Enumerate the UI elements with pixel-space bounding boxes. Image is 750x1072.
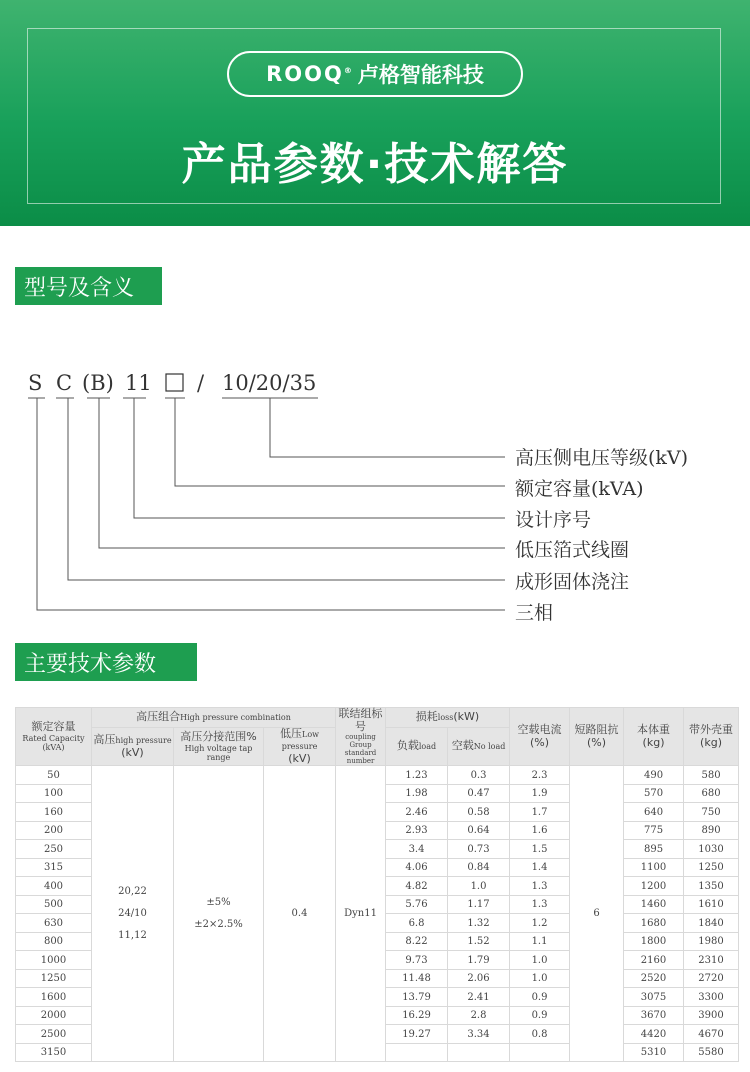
cell-shell-weight: 2310 xyxy=(684,951,739,970)
cell-noload-current: 1.6 xyxy=(510,821,570,840)
cell-load-loss: 2.93 xyxy=(386,821,448,840)
cell-load-loss: 4.06 xyxy=(386,858,448,877)
cell-shell-weight: 1030 xyxy=(684,840,739,859)
cell-noload-loss: 2.06 xyxy=(448,969,510,988)
cell-load-loss: 11.48 xyxy=(386,969,448,988)
meaning-rated-capacity: 额定容量(kVA) xyxy=(515,478,644,500)
cell-capacity: 800 xyxy=(16,932,92,951)
cell-load-loss: 9.73 xyxy=(386,951,448,970)
cell-shell-weight: 1840 xyxy=(684,914,739,933)
cell-capacity: 1600 xyxy=(16,988,92,1007)
cell-tap-merged: ±5% ±2×2.5% xyxy=(174,766,264,1062)
cell-noload-loss: 0.58 xyxy=(448,803,510,822)
col-noload-current: 空载电流 (%) xyxy=(510,708,570,766)
cell-weight: 2520 xyxy=(624,969,684,988)
cell-noload-loss: 0.3 xyxy=(448,766,510,785)
cell-shell-weight: 680 xyxy=(684,784,739,803)
cell-noload-current: 1.0 xyxy=(510,969,570,988)
cell-noload-loss: 1.0 xyxy=(448,877,510,896)
section-params-heading: 主要技术参数 xyxy=(15,643,197,681)
cell-capacity: 630 xyxy=(16,914,92,933)
meaning-solid-cast: 成形固体浇注 xyxy=(515,571,630,593)
brand-pill xyxy=(227,51,523,97)
cell-noload-current: 1.3 xyxy=(510,877,570,896)
company-name: 卢格智能科技 xyxy=(357,63,484,87)
cell-load-loss: 6.8 xyxy=(386,914,448,933)
cell-noload-current: 0.9 xyxy=(510,1006,570,1025)
cell-weight: 895 xyxy=(624,840,684,859)
cell-noload-current: 0.9 xyxy=(510,988,570,1007)
code-part-slash: / xyxy=(197,371,205,395)
meaning-design-number: 设计序号 xyxy=(515,509,592,531)
cell-noload-loss: 2.8 xyxy=(448,1006,510,1025)
cell-shell-weight: 3300 xyxy=(684,988,739,1007)
cell-capacity: 2500 xyxy=(16,1025,92,1044)
cell-shell-weight: 5580 xyxy=(684,1043,739,1062)
cell-noload-loss: 1.17 xyxy=(448,895,510,914)
cell-noload-current: 1.0 xyxy=(510,951,570,970)
col-weight: 本体重 (kg) xyxy=(624,708,684,766)
cell-noload-current: 1.5 xyxy=(510,840,570,859)
cell-load-loss: 16.29 xyxy=(386,1006,448,1025)
cell-load-loss: 19.27 xyxy=(386,1025,448,1044)
cell-noload-loss: 1.79 xyxy=(448,951,510,970)
cell-weight: 4420 xyxy=(624,1025,684,1044)
code-part-11: 11 xyxy=(125,371,152,395)
col-capacity: 额定容量 Rated Capacity (kVA) xyxy=(16,708,92,766)
cell-noload-loss: 1.32 xyxy=(448,914,510,933)
cell-noload-loss: 0.64 xyxy=(448,821,510,840)
spec-table xyxy=(15,707,739,1062)
cell-weight: 775 xyxy=(624,821,684,840)
cell-noload-loss: 0.84 xyxy=(448,858,510,877)
section-model-heading: 型号及含义 xyxy=(15,267,162,305)
cell-shell-weight: 580 xyxy=(684,766,739,785)
cell-noload-current: 1.4 xyxy=(510,858,570,877)
cell-weight: 640 xyxy=(624,803,684,822)
cell-noload-current: 1.9 xyxy=(510,784,570,803)
meaning-three-phase: 三相 xyxy=(515,602,554,624)
cell-capacity: 315 xyxy=(16,858,92,877)
cell-hv-merged: 20,22 24/10 11,12 xyxy=(92,766,174,1062)
cell-noload-loss: 0.47 xyxy=(448,784,510,803)
cell-shell-weight: 1250 xyxy=(684,858,739,877)
cell-shell-weight: 1350 xyxy=(684,877,739,896)
cell-shell-weight: 890 xyxy=(684,821,739,840)
cell-capacity: 1000 xyxy=(16,951,92,970)
cell-capacity: 1250 xyxy=(16,969,92,988)
cell-noload-loss xyxy=(448,1043,510,1062)
cell-weight: 5310 xyxy=(624,1043,684,1062)
code-part-s: S xyxy=(28,371,43,395)
cell-weight: 570 xyxy=(624,784,684,803)
cell-load-loss: 3.4 xyxy=(386,840,448,859)
cell-load-loss: 1.98 xyxy=(386,784,448,803)
header-banner xyxy=(0,0,750,226)
cell-capacity: 100 xyxy=(16,784,92,803)
cell-weight: 1200 xyxy=(624,877,684,896)
meaning-hv-level: 高压侧电压等级(kV) xyxy=(515,447,689,469)
cell-capacity: 500 xyxy=(16,895,92,914)
col-coupling: 联结组标号 coupling Group standard number xyxy=(336,708,386,766)
cell-noload-current: 2.3 xyxy=(510,766,570,785)
cell-weight: 3075 xyxy=(624,988,684,1007)
cell-weight: 1680 xyxy=(624,914,684,933)
code-part-voltage: 10/20/35 xyxy=(222,371,317,395)
cell-load-loss xyxy=(386,1043,448,1062)
cell-capacity: 200 xyxy=(16,821,92,840)
cell-capacity: 50 xyxy=(16,766,92,785)
cell-noload-current: 1.1 xyxy=(510,932,570,951)
col-impedance: 短路阻抗 (%) xyxy=(570,708,624,766)
cell-noload-current: 1.7 xyxy=(510,803,570,822)
table-row xyxy=(16,766,739,785)
col-hv-group: 高压组合High pressure combination xyxy=(92,708,336,728)
cell-shell-weight: 1610 xyxy=(684,895,739,914)
cell-noload-current: 1.3 xyxy=(510,895,570,914)
cell-lv-merged: 0.4 xyxy=(264,766,336,1062)
cell-shell-weight: 750 xyxy=(684,803,739,822)
code-part-box xyxy=(166,374,183,391)
cell-shell-weight: 2720 xyxy=(684,969,739,988)
code-part-c: C xyxy=(56,371,73,395)
cell-weight: 1460 xyxy=(624,895,684,914)
cell-shell-weight: 4670 xyxy=(684,1025,739,1044)
col-tap-range: 高压分接范围% High voltage tap range xyxy=(174,728,264,766)
cell-capacity: 250 xyxy=(16,840,92,859)
cell-noload-loss: 2.41 xyxy=(448,988,510,1007)
col-load-loss: 负载load xyxy=(386,728,448,766)
cell-noload-current xyxy=(510,1043,570,1062)
cell-weight: 1800 xyxy=(624,932,684,951)
col-hv: 高压high pressure (kV) xyxy=(92,728,174,766)
cell-noload-loss: 3.34 xyxy=(448,1025,510,1044)
col-lv: 低压Low pressure (kV) xyxy=(264,728,336,766)
cell-load-loss: 13.79 xyxy=(386,988,448,1007)
cell-noload-current: 1.2 xyxy=(510,914,570,933)
page-title: 产品参数·技术解答 xyxy=(181,139,569,190)
code-part-b: (B) xyxy=(82,371,114,395)
meaning-lv-foil-coil: 低压箔式线圈 xyxy=(515,539,630,561)
cell-load-loss: 1.23 xyxy=(386,766,448,785)
cell-weight: 1100 xyxy=(624,858,684,877)
col-loss: 损耗loss(kW) xyxy=(386,708,510,728)
col-noload-loss: 空载No load xyxy=(448,728,510,766)
cell-load-loss: 2.46 xyxy=(386,803,448,822)
cell-capacity: 400 xyxy=(16,877,92,896)
cell-shell-weight: 3900 xyxy=(684,1006,739,1025)
brand-logo: ROOQ® xyxy=(266,62,352,86)
cell-capacity: 3150 xyxy=(16,1043,92,1062)
cell-noload-loss: 1.52 xyxy=(448,932,510,951)
cell-weight: 2160 xyxy=(624,951,684,970)
cell-noload-loss: 0.73 xyxy=(448,840,510,859)
cell-load-loss: 4.82 xyxy=(386,877,448,896)
cell-weight: 490 xyxy=(624,766,684,785)
cell-coupling-merged: Dyn11 xyxy=(336,766,386,1062)
cell-load-loss: 5.76 xyxy=(386,895,448,914)
cell-shell-weight: 1980 xyxy=(684,932,739,951)
cell-noload-current: 0.8 xyxy=(510,1025,570,1044)
model-code-diagram xyxy=(0,360,750,630)
cell-load-loss: 8.22 xyxy=(386,932,448,951)
cell-impedance-merged: 6 xyxy=(570,766,624,1062)
col-shell-weight: 带外壳重 (kg) xyxy=(684,708,739,766)
cell-weight: 3670 xyxy=(624,1006,684,1025)
cell-capacity: 160 xyxy=(16,803,92,822)
cell-capacity: 2000 xyxy=(16,1006,92,1025)
